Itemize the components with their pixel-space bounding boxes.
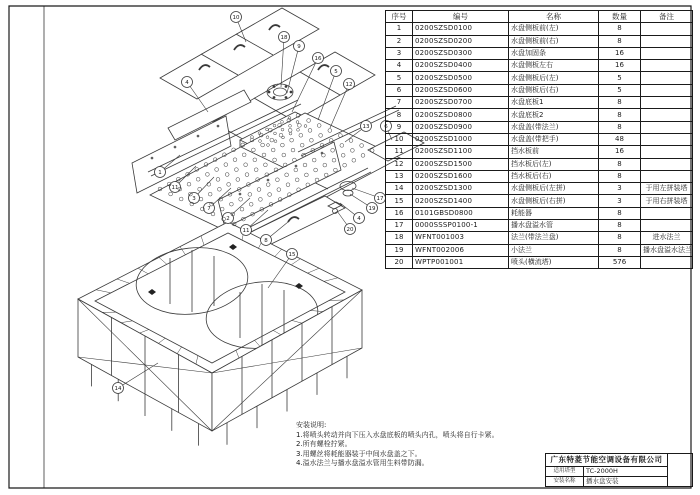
- cell-no: 6: [386, 84, 413, 96]
- cell-remark: 进水法兰: [641, 232, 693, 244]
- balloon-number: 11: [171, 185, 179, 191]
- balloon-number: 19: [368, 206, 376, 212]
- table-row: [386, 244, 693, 256]
- column-header: 编号: [413, 11, 509, 23]
- balloon-number: 20: [346, 227, 354, 233]
- cell-qty: 5: [599, 72, 641, 84]
- cell-code: WFNT002006: [413, 244, 509, 256]
- cell-remark: [641, 256, 693, 268]
- column-header: 序号: [386, 11, 413, 23]
- cell-remark: 于用左拼装塔: [641, 183, 693, 195]
- cell-code: 0200SZSD1300: [413, 183, 509, 195]
- table-row: [386, 133, 693, 145]
- cell-qty: 8: [599, 121, 641, 133]
- table-row: [386, 109, 693, 121]
- cell-remark: [641, 84, 693, 96]
- cell-remark: 于用右拼装塔: [641, 195, 693, 207]
- cell-name: 挡水板后(右): [509, 170, 599, 182]
- cell-no: 13: [386, 170, 413, 182]
- cell-qty: 3: [599, 195, 641, 207]
- cell-no: 16: [386, 207, 413, 219]
- cell-qty: 8: [599, 35, 641, 47]
- cell-name: 水盘底板1: [509, 97, 599, 109]
- balloon-number: 12: [345, 82, 353, 88]
- cell-no: 5: [386, 72, 413, 84]
- cell-no: 4: [386, 60, 413, 72]
- cell-remark: [641, 220, 693, 232]
- table-row: [386, 97, 693, 109]
- table-row: [386, 72, 693, 84]
- cell-remark: [641, 207, 693, 219]
- cell-no: 19: [386, 244, 413, 256]
- cell-name: 喷头(横流塔): [509, 256, 599, 268]
- cell-qty: 3: [599, 183, 641, 195]
- install-name-value: 播水盘安装: [584, 477, 668, 487]
- cell-no: 3: [386, 47, 413, 59]
- table-row: [386, 84, 693, 96]
- company-name: 广东特菱节能空调设备有限公司: [546, 454, 668, 467]
- cell-qty: 16: [599, 47, 641, 59]
- table-row: [386, 170, 693, 182]
- cell-no: 9: [386, 121, 413, 133]
- cell-remark: [641, 121, 693, 133]
- cell-code: 0200SZSD0300: [413, 47, 509, 59]
- cell-name: 水盘侧板后(右拼): [509, 195, 599, 207]
- cell-qty: 5: [599, 84, 641, 96]
- cell-name: 挡水板后(左): [509, 158, 599, 170]
- cell-name: 水盘侧板前(右): [509, 35, 599, 47]
- install-name-label: 安装名称: [546, 477, 584, 487]
- cell-no: 2: [386, 35, 413, 47]
- table-row: [386, 121, 693, 133]
- cell-name: 水盘侧板后(左): [509, 72, 599, 84]
- table-row: [386, 146, 693, 158]
- cell-remark: 播水盘溢水法兰: [641, 244, 693, 256]
- cell-name: 水盘侧板后(左拼): [509, 183, 599, 195]
- tower-type-label: 适用塔型: [546, 467, 584, 477]
- cell-name: 水盘盖(带把手): [509, 133, 599, 145]
- cell-remark: [641, 97, 693, 109]
- note-line: 2.所有螺栓拧紧。: [296, 440, 352, 448]
- cell-qty: 576: [599, 256, 641, 268]
- installation-notes: [296, 421, 551, 469]
- table-row: [386, 207, 693, 219]
- column-header: 备注: [641, 11, 693, 23]
- cell-no: 17: [386, 220, 413, 232]
- cell-code: 0200SZSD0600: [413, 84, 509, 96]
- cell-qty: 16: [599, 60, 641, 72]
- cell-remark: [641, 35, 693, 47]
- cell-code: 0200SZSD1400: [413, 195, 509, 207]
- cell-remark: [641, 170, 693, 182]
- cell-no: 20: [386, 256, 413, 268]
- balloon-number: 16: [314, 56, 322, 62]
- cell-name: 耗能器: [509, 207, 599, 219]
- balloon-number: 6: [384, 124, 388, 130]
- note-line: 3.用螺丝将耗能器装于中间水盘盖之下。: [296, 449, 422, 458]
- title-block-empty-cell: [668, 454, 693, 487]
- table-row: [386, 158, 693, 170]
- cell-qty: 48: [599, 133, 641, 145]
- notes-title: 安装说明:: [296, 421, 327, 429]
- cell-remark: [641, 146, 693, 158]
- cell-name: 水盘加固条: [509, 47, 599, 59]
- balloon-number: 18: [280, 35, 288, 41]
- balloon-number: 8: [264, 238, 268, 244]
- cell-code: 0200SZSD0200: [413, 35, 509, 47]
- cell-no: 15: [386, 195, 413, 207]
- balloon-number: 10: [232, 15, 240, 21]
- cell-qty: 8: [599, 158, 641, 170]
- cell-code: 0200SZSD0100: [413, 23, 509, 35]
- cell-remark: [641, 47, 693, 59]
- cell-code: 0200SZSD1000: [413, 133, 509, 145]
- cell-code: 0200SZSD0400: [413, 60, 509, 72]
- cell-code: 0200SZSD1100: [413, 146, 509, 158]
- cell-remark: [641, 23, 693, 35]
- cell-qty: 8: [599, 232, 641, 244]
- cell-remark: [641, 72, 693, 84]
- cell-no: 10: [386, 133, 413, 145]
- parts-table-header: [386, 11, 693, 23]
- cell-name: 水盘侧板后(右): [509, 84, 599, 96]
- cell-name: 水盘侧板左右: [509, 60, 599, 72]
- parts-table: [385, 10, 692, 269]
- cell-remark: [641, 158, 693, 170]
- table-row: [386, 195, 693, 207]
- cell-code: 0200SZSD0500: [413, 72, 509, 84]
- balloon-number: 14: [114, 386, 122, 392]
- parts-table-body: [386, 23, 693, 269]
- cell-code: 0200SZSD0800: [413, 109, 509, 121]
- cell-no: 12: [386, 158, 413, 170]
- balloon-number: 3: [192, 196, 196, 202]
- table-row: [386, 35, 693, 47]
- cell-name: 法兰(带法兰盘): [509, 232, 599, 244]
- balloon-number: 17: [376, 196, 384, 202]
- cell-name: 小法兰: [509, 244, 599, 256]
- cell-qty: 16: [599, 146, 641, 158]
- cell-no: 18: [386, 232, 413, 244]
- cell-qty: 8: [599, 23, 641, 35]
- balloon-number: 2: [226, 216, 230, 222]
- cell-qty: 8: [599, 97, 641, 109]
- cell-remark: [641, 109, 693, 121]
- balloon-number: 15: [288, 252, 296, 258]
- cell-qty: 8: [599, 244, 641, 256]
- cell-no: 14: [386, 183, 413, 195]
- cell-qty: 8: [599, 220, 641, 232]
- cell-code: 0000SSSP0100-1: [413, 220, 509, 232]
- balloon-number: 11: [242, 228, 250, 234]
- column-header: 名称: [509, 11, 599, 23]
- balloon-number: 7: [207, 206, 211, 212]
- cell-no: 8: [386, 109, 413, 121]
- table-row: [386, 183, 693, 195]
- table-row: [386, 60, 693, 72]
- cell-no: 11: [386, 146, 413, 158]
- cell-code: 0200SZSD0700: [413, 97, 509, 109]
- cell-code: 0200SZSD1600: [413, 170, 509, 182]
- cell-qty: 8: [599, 109, 641, 121]
- table-row: [386, 220, 693, 232]
- title-block: [545, 453, 693, 487]
- cell-no: 1: [386, 23, 413, 35]
- cell-code: WPTP001001: [413, 256, 509, 268]
- cell-code: WFNT001003: [413, 232, 509, 244]
- balloon-number: 4: [357, 216, 361, 222]
- pan-cover-handles-part: [0, 0, 319, 99]
- balloon-number: 5: [334, 69, 338, 75]
- cell-name: 水盘盖(带法兰): [509, 121, 599, 133]
- table-row: [386, 23, 693, 35]
- column-header: 数量: [599, 11, 641, 23]
- cell-remark: [641, 60, 693, 72]
- cell-name: 挡水板前: [509, 146, 599, 158]
- cell-name: 水盘侧板前(左): [509, 23, 599, 35]
- cell-name: 播水盘溢水管: [509, 220, 599, 232]
- balloon-number: 4: [185, 80, 189, 86]
- balloon-number: 13: [362, 124, 370, 130]
- assembled-view: [78, 222, 362, 446]
- cell-qty: 8: [599, 207, 641, 219]
- cell-name: 水盘底板2: [509, 109, 599, 121]
- table-row: [386, 256, 693, 268]
- cell-remark: [641, 133, 693, 145]
- table-row: [386, 47, 693, 59]
- cell-qty: 8: [599, 170, 641, 182]
- note-line: 1.将喷头转动并向下压入水盘底板的喷头内孔，喷头将自行卡紧。: [296, 430, 499, 439]
- balloon-number: 1: [158, 170, 162, 176]
- note-line: 4.溢水法兰与播水盘溢水管用生料带防漏。: [296, 459, 429, 467]
- tower-type-value: TC-2000H: [584, 467, 668, 477]
- balloon-number: 9: [297, 44, 301, 50]
- cell-no: 7: [386, 97, 413, 109]
- cell-code: 0101GBSD0800: [413, 207, 509, 219]
- cell-code: 0200SZSD1500: [413, 158, 509, 170]
- table-row: [386, 232, 693, 244]
- cell-code: 0200SZSD0900: [413, 121, 509, 133]
